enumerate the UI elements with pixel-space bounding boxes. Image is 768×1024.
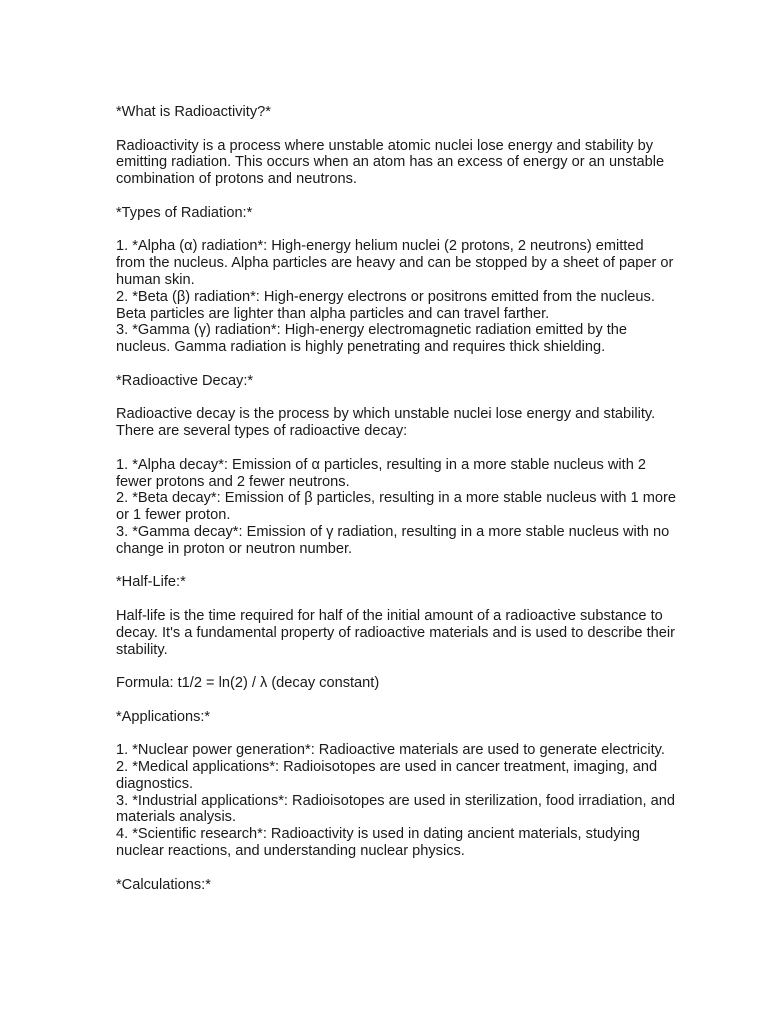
list-item: 3. *Industrial applications*: Radioisotopes are used in sterilization, food irradiation, and materials analysis.	[116, 792, 675, 826]
list-item: 4. *Scientific research*: Radioactivity is used in dating ancient materials, studying nuclear reactions, and understanding nuclear physics.	[116, 826, 641, 860]
section-heading-applications: *Applications:*	[116, 708, 211, 725]
section-heading-radioactivity: *What is Radioactivity?*	[116, 104, 271, 120]
list-item: 1. *Alpha decay*: Emission of α particles, resulting in a more stable nucleus with 2 fewer protons and 2 fewer neutrons.	[116, 456, 647, 490]
paragraph-radioactivity-definition: Radioactivity is a process where unstable atomic nuclei lose energy and stability by emitting radiation. This occurs when an atom has an excess of energy or an unstable combination of protons and neutrons.	[116, 137, 665, 188]
radiation-types-list	[116, 238, 676, 356]
paragraph-half-life: Half-life is the time required for half of the initial amount of a radioactive substance to decay. It's a fundamental property of radioactive materials and is used to describe their stability.	[116, 607, 675, 658]
list-item: 2. *Medical applications*: Radioisotopes are used in cancer treatment, imaging, and diagnostics.	[116, 759, 658, 792]
applications-list	[116, 742, 676, 860]
list-item: 2. *Beta (β) radiation*: High-energy electrons or positrons emitted from the nucleus. Beta particles are lighter than alpha particles and can travel farther.	[116, 288, 655, 322]
section-heading-half-life: *Half-Life:*	[116, 574, 186, 591]
section-heading-radioactive-decay: *Radioactive Decay:*	[116, 372, 254, 389]
list-item: 3. *Gamma (γ) radiation*: High-energy electromagnetic radiation emitted by the nucleus. Gamma radiation is highly penetrating and requires thick shielding.	[116, 322, 628, 356]
list-item: 1. *Nuclear power generation*: Radioactive materials are used to generate electricity.	[116, 742, 665, 759]
section-heading-calculations: *Calculations:*	[116, 876, 211, 893]
list-item: 1. *Alpha (α) radiation*: High-energy helium nuclei (2 protons, 2 neutrons) emitted from the nucleus. Alpha particles are heavy and can be stopped by a sheet of paper or human skin.	[116, 238, 674, 288]
paragraph-half-life-formula: Formula: t1/2 = ln(2) / λ (decay constant)	[116, 675, 380, 692]
paragraph-radioactive-decay: Radioactive decay is the process by which unstable nuclei lose energy and stability. There are several types of radioactive decay:	[116, 406, 656, 440]
document-page	[116, 104, 676, 910]
section-heading-types-of-radiation: *Types of Radiation:*	[116, 204, 253, 221]
list-item: 3. *Gamma decay*: Emission of γ radiation, resulting in a more stable nucleus with no change in proton or neutron number.	[116, 523, 670, 557]
list-item: 2. *Beta decay*: Emission of β particles, resulting in a more stable nucleus with 1 more or 1 fewer proton.	[116, 490, 676, 524]
decay-types-list	[116, 457, 676, 558]
